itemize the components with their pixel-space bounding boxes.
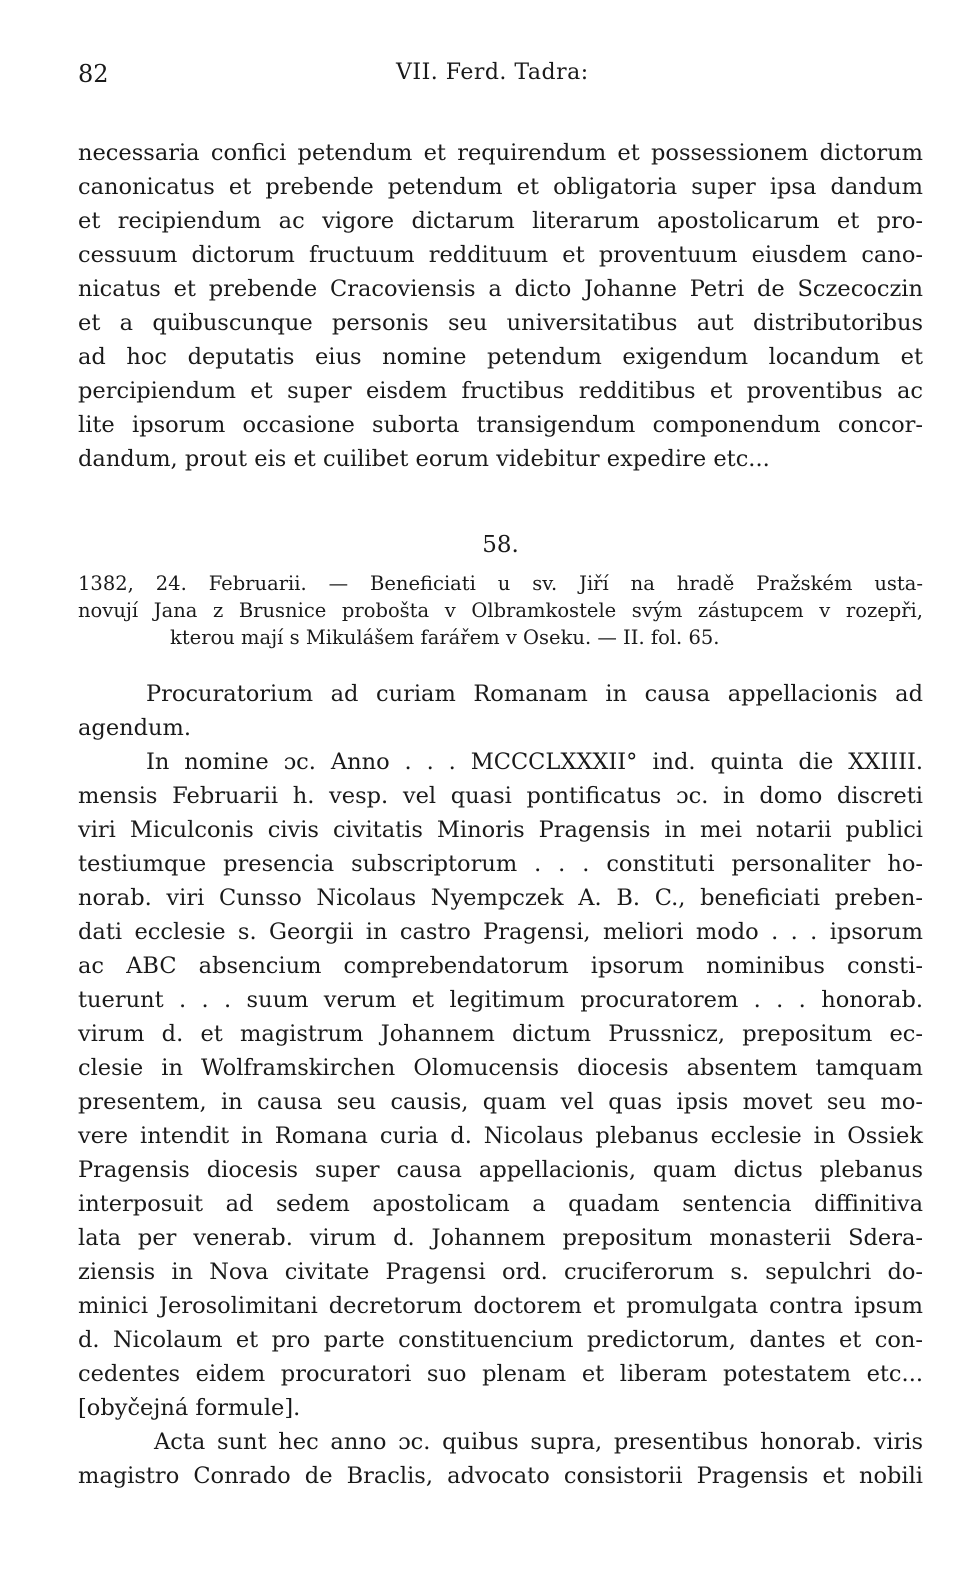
document-body [78, 745, 923, 1425]
regest-line: 1382, 24. Februarii. — Beneficiati u sv. Jiří na hradě Pražském usta- [78, 572, 923, 595]
body-line: presentem, in causa seu causis, quam vel quas ipsis movet seu mo- [78, 1089, 923, 1115]
running-head [78, 52, 923, 92]
regest [78, 570, 923, 651]
regest-line: kterou mají s Mikulášem farářem v Oseku. — II. fol. 65. [170, 626, 720, 649]
body-line: interposuit ad sedem apostolicam a quadam sentencia diffinitiva [78, 1191, 923, 1217]
document-page [78, 52, 923, 1493]
continuation-paragraph [78, 136, 923, 476]
body-line: ziensis in Nova civitate Pragensi ord. cruciferorum s. sepulchri do- [78, 1259, 923, 1285]
running-title: VII. Ferd. Tadra: [396, 60, 589, 85]
closing-line: magistro Conrado de Braclis, advocato consistorii Pragensis et nobili [78, 1463, 923, 1489]
heading-line: Procuratorium ad curiam Romanam in causa appellacionis ad [146, 681, 923, 707]
text-line: et a quibuscunque personis seu universitatibus aut distributoribus [78, 310, 923, 336]
body-line: minici Jerosolimitani decretorum doctorem et promulgata contra ipsum [78, 1293, 923, 1319]
text-line: ad hoc deputatis eius nomine petendum exigendum locandum et [78, 344, 923, 370]
body-line: ac ABC absencium comprebendatorum ipsorum nominibus consti- [78, 953, 923, 979]
body-line: virum d. et magistrum Johannem dictum Prussnicz, prepositum ec- [78, 1021, 923, 1047]
regest-line: novují Jana z Brusnice probošta v Olbramkostele svým zástupcem v rozepři, [78, 599, 923, 622]
closing-line: Acta sunt hec anno ɔc. quibus supra, presentibus honorab. viris [154, 1429, 923, 1455]
text-line: et recipiendum ac vigore dictarum literarum apostolicarum et pro- [78, 208, 923, 234]
body-line: testiumque presencia subscriptorum . . . constituti personaliter ho- [78, 851, 923, 877]
text-line: nicatus et prebende Cracoviensis a dicto Johanne Petri de Sczecoczin [78, 276, 923, 302]
body-line: d. Nicolaum et pro parte constituencium predictorum, dantes et con- [78, 1327, 923, 1353]
body-line: clesie in Wolframskirchen Olomucensis diocesis absentem tamquam [78, 1055, 923, 1081]
body-line: dati ecclesie s. Georgii in castro Pragensi, meliori modo . . . ipsorum [78, 919, 923, 945]
body-line: [obyčejná formule]. [78, 1395, 301, 1421]
page-number: 82 [78, 60, 109, 88]
text-line: necessaria confici petendum et requirendum et possessionem dictorum [78, 140, 923, 166]
body-line: tuerunt . . . suum verum et legitimum procuratorem . . . honorab. [78, 987, 923, 1013]
text-line: canonicatus et prebende petendum et obligatoria super ipsa dandum [78, 174, 923, 200]
heading-line: agendum. [78, 715, 192, 741]
body-line: cedentes eidem procuratori suo plenam et liberam potestatem etc... [78, 1361, 923, 1387]
document-heading [78, 677, 923, 745]
text-line: dandum, prout eis et cuilibet eorum videbitur expedire etc... [78, 446, 770, 472]
body-line: In nomine ɔc. Anno . . . MCCCLXXXII° ind. quinta die XXIIII. [146, 749, 923, 775]
body-line: Pragensis diocesis super causa appellacionis, quam dictus plebanus [78, 1157, 923, 1183]
text-line: cessuum dictorum fructuum reddituum et proventuum eiusdem cano- [78, 242, 923, 268]
body-line: lata per venerab. virum d. Johannem prepositum monasterii Sdera- [78, 1225, 923, 1251]
body-line: viri Miculconis civis civitatis Minoris Pragensis in mei notarii publici [78, 817, 923, 843]
closing-paragraph [78, 1425, 923, 1493]
body-line: vere intendit in Romana curia d. Nicolaus plebanus ecclesie in Ossiek [78, 1123, 923, 1149]
document-number: 58. [482, 532, 519, 558]
text-line: lite ipsorum occasione suborta transigendum componendum concor- [78, 412, 923, 438]
body-line: mensis Februarii h. vesp. vel quasi pontificatus ɔc. in domo discreti [78, 783, 923, 809]
body-line: norab. viri Cunsso Nicolaus Nyempczek A. B. C., beneficiati preben- [78, 885, 923, 911]
text-line: percipiendum et super eisdem fructibus redditibus et proventibus ac [78, 378, 923, 404]
